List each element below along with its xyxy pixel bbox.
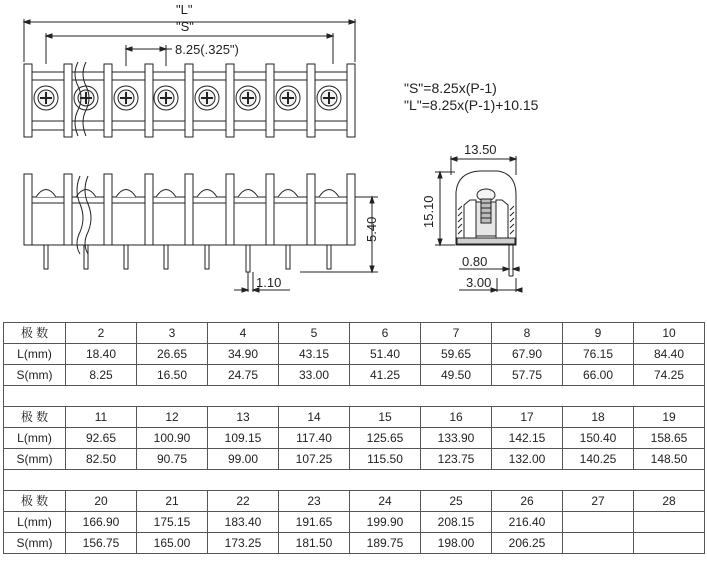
- side-view: [435, 156, 522, 292]
- length-L-row: [4, 428, 705, 449]
- screw-icon: [317, 86, 341, 110]
- row-label: S(mm): [4, 533, 66, 554]
- table-cell: 158.65: [634, 428, 705, 449]
- table-cell: 8: [492, 323, 563, 344]
- table-cell: 175.15: [137, 512, 208, 533]
- length-L-row: [4, 512, 705, 533]
- pole-row: [4, 491, 705, 512]
- pole-row: [4, 323, 705, 344]
- dim-pin-thickness-label: 0.80: [462, 254, 488, 269]
- pin: [164, 245, 168, 269]
- table-cell: 22: [208, 491, 279, 512]
- table-cell: 6: [350, 323, 421, 344]
- row-label: 极 数: [4, 407, 66, 428]
- table-cell: 18: [563, 407, 634, 428]
- table-cell: 115.50: [350, 449, 421, 470]
- barrier-wall-top: [307, 64, 315, 137]
- barrier-wall-front: [266, 174, 274, 245]
- barrier-wall-top: [226, 64, 234, 137]
- table-cell: 19: [634, 407, 705, 428]
- table-cell: 33.00: [279, 365, 350, 386]
- table-cell: 51.40: [350, 344, 421, 365]
- pin: [327, 245, 331, 269]
- length-S-row: [4, 449, 705, 470]
- screw-head-front: [156, 190, 176, 198]
- screw-icon: [276, 86, 300, 110]
- spacer-cell: [4, 470, 705, 491]
- table-cell: 148.50: [634, 449, 705, 470]
- length-S-row: [4, 365, 705, 386]
- table-cell: 41.25: [350, 365, 421, 386]
- table-cell: 11: [66, 407, 137, 428]
- table-cell: 132.00: [492, 449, 563, 470]
- screw-icon: [114, 86, 138, 110]
- barrier-wall-top: [104, 64, 112, 137]
- table-cell: 25: [421, 491, 492, 512]
- table-cell: [634, 533, 705, 554]
- table-cell: 14: [279, 407, 350, 428]
- table-cell: 10: [634, 323, 705, 344]
- table-cell: 189.75: [350, 533, 421, 554]
- dimension-table: [3, 322, 705, 554]
- table-cell: 100.90: [137, 428, 208, 449]
- dim-S-label: "S": [176, 19, 194, 34]
- table-cell: 12: [137, 407, 208, 428]
- length-S-row: [4, 533, 705, 554]
- dim-pin-width-label: 1.10: [256, 275, 282, 290]
- screw-head-front: [238, 190, 258, 198]
- table-cell: 20: [66, 491, 137, 512]
- barrier-wall-front: [347, 174, 355, 245]
- table-cell: 84.40: [634, 344, 705, 365]
- table-cell: 26: [492, 491, 563, 512]
- table-cell: 206.25: [492, 533, 563, 554]
- table-cell: [563, 533, 634, 554]
- screw-icon: [34, 86, 58, 110]
- pin: [286, 245, 290, 269]
- dim-L-label: "L": [176, 2, 193, 17]
- table-cell: 21: [137, 491, 208, 512]
- pin: [205, 245, 209, 269]
- table-cell: 28: [634, 491, 705, 512]
- table-cell: [563, 512, 634, 533]
- table-cell: 90.75: [137, 449, 208, 470]
- table-cell: 4: [208, 323, 279, 344]
- table-cell: 23: [279, 491, 350, 512]
- screw-head-front: [278, 190, 298, 198]
- table-cell: 17: [492, 407, 563, 428]
- table-cell: 199.90: [350, 512, 421, 533]
- table-cell: 133.90: [421, 428, 492, 449]
- table-cell: 9: [563, 323, 634, 344]
- table-cell: 66.00: [563, 365, 634, 386]
- barrier-wall-front: [145, 174, 153, 245]
- screw-head-front: [116, 190, 136, 198]
- pin: [44, 245, 48, 269]
- barrier-wall-front: [64, 174, 72, 245]
- table-cell: 142.15: [492, 428, 563, 449]
- table-cell: 27: [563, 491, 634, 512]
- table-spacer-row: [4, 386, 705, 407]
- table-cell: 107.25: [279, 449, 350, 470]
- row-label: S(mm): [4, 449, 66, 470]
- spacer-cell: [4, 386, 705, 407]
- table-cell: 183.40: [208, 512, 279, 533]
- table-cell: 24: [350, 491, 421, 512]
- screw-head-front: [36, 190, 56, 198]
- table-cell: 150.40: [563, 428, 634, 449]
- table-cell: 166.90: [66, 512, 137, 533]
- pole-row: [4, 407, 705, 428]
- table-cell: 140.25: [563, 449, 634, 470]
- table-cell: 16: [421, 407, 492, 428]
- table-cell: 2: [66, 323, 137, 344]
- table-cell: 198.00: [421, 533, 492, 554]
- table-cell: 57.75: [492, 365, 563, 386]
- table-cell: 34.90: [208, 344, 279, 365]
- table-cell: 18.40: [66, 344, 137, 365]
- pin: [124, 245, 128, 269]
- row-label: 极 数: [4, 323, 66, 344]
- table-cell: 49.50: [421, 365, 492, 386]
- top-view: [24, 62, 355, 137]
- barrier-wall-top: [64, 64, 72, 137]
- dimension-pitch: [126, 45, 172, 66]
- dim-pitch-label: 8.25(.325"): [175, 42, 239, 57]
- table-cell: 16.50: [137, 365, 208, 386]
- table-cell: 92.65: [66, 428, 137, 449]
- table-spacer-row: [4, 470, 705, 491]
- barrier-wall-top: [24, 64, 32, 137]
- table-cell: 59.65: [421, 344, 492, 365]
- table-cell: 181.50: [279, 533, 350, 554]
- table-cell: 82.50: [66, 449, 137, 470]
- row-label: L(mm): [4, 428, 66, 449]
- table-cell: 13: [208, 407, 279, 428]
- table-cell: 7: [421, 323, 492, 344]
- table-cell: 15: [350, 407, 421, 428]
- dim-pin-height-label: 5.40: [364, 216, 379, 242]
- table-cell: 5: [279, 323, 350, 344]
- screw-icon: [74, 86, 98, 110]
- screw-icon: [195, 86, 219, 110]
- barrier-wall-front: [104, 174, 112, 245]
- table-cell: 99.00: [208, 449, 279, 470]
- table-cell: 117.40: [279, 428, 350, 449]
- table-cell: 24.75: [208, 365, 279, 386]
- barrier-wall-front: [307, 174, 315, 245]
- barrier-wall-top: [347, 64, 355, 137]
- front-view: [24, 174, 355, 272]
- dim-side-height-label: 15.10: [421, 195, 436, 228]
- table-cell: 216.40: [492, 512, 563, 533]
- table-cell: 165.00: [137, 533, 208, 554]
- barrier-wall-front: [226, 174, 234, 245]
- row-label: L(mm): [4, 344, 66, 365]
- length-L-row: [4, 344, 705, 365]
- table-cell: 43.15: [279, 344, 350, 365]
- screw-head-front: [197, 190, 217, 198]
- table-cell: 67.90: [492, 344, 563, 365]
- table-cell: [634, 512, 705, 533]
- barrier-wall-front: [24, 174, 32, 245]
- barrier-wall-top: [266, 64, 274, 137]
- table-cell: 123.75: [421, 449, 492, 470]
- table-cell: 156.75: [66, 533, 137, 554]
- dim-side-width-label: 13.50: [464, 142, 497, 157]
- table-cell: 76.15: [563, 344, 634, 365]
- barrier-wall-top: [145, 64, 153, 137]
- table-cell: 26.65: [137, 344, 208, 365]
- table-cell: 173.25: [208, 533, 279, 554]
- screw-icon: [236, 86, 260, 110]
- table-cell: 109.15: [208, 428, 279, 449]
- barrier-wall-front: [185, 174, 193, 245]
- screw-icon: [154, 86, 178, 110]
- barrier-wall-top: [185, 64, 193, 137]
- dim-pin-offset-label: 3.00: [466, 275, 492, 290]
- row-label: 极 数: [4, 491, 66, 512]
- row-label: L(mm): [4, 512, 66, 533]
- table-cell: 125.65: [350, 428, 421, 449]
- row-label: S(mm): [4, 365, 66, 386]
- table-cell: 3: [137, 323, 208, 344]
- table-cell: 191.65: [279, 512, 350, 533]
- l-formula: "L"=8.25x(P-1)+10.15: [404, 97, 539, 113]
- table-cell: 74.25: [634, 365, 705, 386]
- table-cell: 8.25: [66, 365, 137, 386]
- table-cell: 208.15: [421, 512, 492, 533]
- screw-head-front: [319, 190, 339, 198]
- s-formula: "S"=8.25x(P-1): [404, 80, 497, 96]
- pin: [246, 245, 250, 272]
